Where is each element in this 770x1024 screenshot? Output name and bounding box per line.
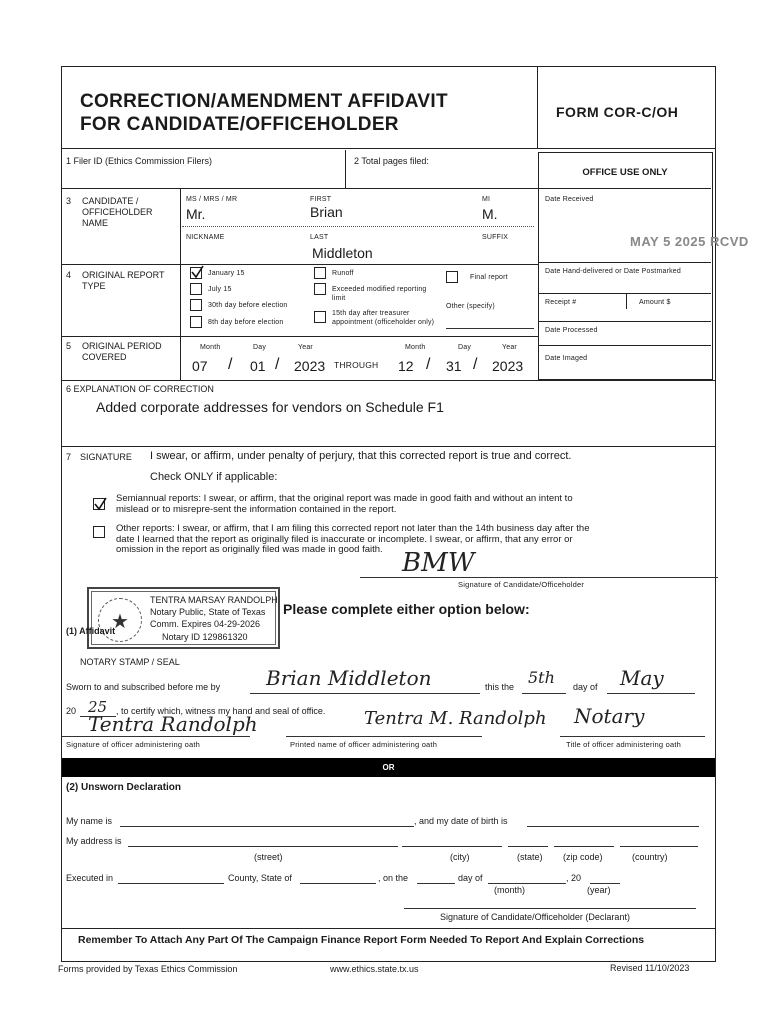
month-line[interactable] xyxy=(607,693,695,694)
to-day-value: 31 xyxy=(446,358,462,374)
first-label: FIRST xyxy=(310,196,332,203)
semiannual-checkbox[interactable] xyxy=(93,498,105,510)
day-of-label: day of xyxy=(573,682,598,692)
hand-delivered-label: Date Hand-delivered or Date Postmarked xyxy=(545,268,681,275)
stamp-name: TENTRA MARSAY RANDOLPH xyxy=(150,595,278,605)
date-processed-label: Date Processed xyxy=(545,327,598,334)
s6-label: 6 EXPLANATION OF CORRECTION xyxy=(66,384,214,394)
declarant-signature-line[interactable] xyxy=(404,908,696,909)
candidate-signature: BMW xyxy=(402,548,475,578)
s3-label-1: CANDIDATE / xyxy=(82,196,139,206)
day30-label: 30th day before election xyxy=(208,302,288,309)
other-reports-text-2: date I learned that the report as originally filed is inaccurate or incomplete. I swear, or affirm, that any error or xyxy=(116,533,573,545)
slash-4: / xyxy=(473,356,478,373)
explanation-value: Added corporate addresses for vendors on Schedule F1 xyxy=(96,399,444,415)
final-report-checkbox[interactable] xyxy=(446,271,458,283)
form-id: FORM COR-C/OH xyxy=(556,104,679,120)
exceeded-label-1: Exceeded modified reporting xyxy=(332,286,427,293)
divider-header xyxy=(62,148,715,149)
through-label: THROUGH xyxy=(334,360,379,370)
total-pages-label: 2 Total pages filed: xyxy=(354,156,429,166)
county-label: County, State of xyxy=(228,873,292,883)
unsworn-label: (2) Unsworn Declaration xyxy=(66,782,182,793)
month-field[interactable] xyxy=(488,883,566,884)
s7-label: SIGNATURE xyxy=(80,452,132,462)
year20-label: , 20 xyxy=(566,873,582,883)
state-label: (state) xyxy=(517,852,543,862)
dob-label: , and my date of birth is xyxy=(414,816,508,826)
s4-label-2: TYPE xyxy=(82,281,106,291)
zip-field[interactable] xyxy=(554,846,614,847)
check-mark-icon xyxy=(93,497,107,511)
filer-id-label: 1 Filer ID (Ethics Commission Filers) xyxy=(66,156,213,166)
check-mark-icon xyxy=(190,265,204,279)
certify-text: , to certify which, witness my hand and seal of office. xyxy=(116,706,326,716)
my-name-field[interactable] xyxy=(120,826,414,827)
divider-s2-s3 xyxy=(62,188,538,189)
state-of-field[interactable] xyxy=(300,883,376,884)
s3-label-divider xyxy=(180,188,181,264)
from-month-value: 07 xyxy=(192,358,208,374)
s5-number: 5 xyxy=(66,341,72,351)
day15-label-2: appointment (officeholder only) xyxy=(332,319,435,326)
stamp-public: Notary Public, State of Texas xyxy=(150,607,266,617)
star-icon: ★ xyxy=(111,611,129,633)
title-line[interactable] xyxy=(560,736,705,737)
divider-s3-s4 xyxy=(62,264,538,265)
affidavit-label: (1) Affidavit xyxy=(66,626,116,636)
july-label: July 15 xyxy=(208,286,232,293)
divider-reminder xyxy=(62,928,715,929)
from-year-value: 2023 xyxy=(294,358,326,374)
sworn-text: Sworn to and subscribed before me by xyxy=(66,682,221,692)
s3-label xyxy=(82,196,153,229)
other-reports-text xyxy=(116,524,589,556)
s4-number: 4 xyxy=(66,270,72,280)
this-the-label: this the xyxy=(485,682,515,692)
year-field[interactable] xyxy=(590,883,620,884)
exceeded-label-2: limit xyxy=(332,295,346,302)
year-value: 25 xyxy=(88,698,108,716)
day-of-label-unsworn: day of xyxy=(458,873,483,883)
date-imaged-label: Date Imaged xyxy=(545,355,588,362)
other-reports-text-3: omission in the report as originally filed was made in good faith. xyxy=(116,544,383,555)
year-prefix: 20 xyxy=(66,706,77,716)
to-year-label: Year xyxy=(502,344,517,351)
s7-number: 7 xyxy=(66,452,72,462)
street-label: (street) xyxy=(254,852,283,862)
from-month-label: Month xyxy=(200,344,221,351)
stamp-id: Notary ID 129861320 xyxy=(162,632,248,642)
my-name-label: My name is xyxy=(66,816,113,826)
middle-initial-value: M. xyxy=(482,206,498,222)
city-field[interactable] xyxy=(402,846,502,847)
day15-label xyxy=(332,309,434,327)
last-label: LAST xyxy=(310,234,329,241)
s3-label-3: NAME xyxy=(82,218,109,228)
notary-stamp xyxy=(87,587,280,649)
notary-stamp-inner xyxy=(91,591,276,645)
s3-label-2: OFFICEHOLDER xyxy=(82,207,153,217)
from-year-label: Year xyxy=(298,344,313,351)
title-signature: Notary xyxy=(574,704,645,728)
footer-right: Revised 11/10/2023 xyxy=(610,963,690,973)
year-label: (year) xyxy=(587,885,611,895)
s4-label xyxy=(82,270,165,292)
amount-label: Amount $ xyxy=(639,299,671,306)
day-signature: 5th xyxy=(528,668,555,687)
date-received-label: Date Received xyxy=(545,196,594,203)
footer-center[interactable]: www.ethics.state.tx.us xyxy=(330,964,419,974)
or-divider-bar: OR xyxy=(62,758,715,777)
mi-label: MI xyxy=(482,196,491,203)
state-field[interactable] xyxy=(508,846,548,847)
my-address-label: My address is xyxy=(66,836,122,846)
final-report-label: Final report xyxy=(470,274,508,281)
divider-s5-s6 xyxy=(62,380,715,381)
title-officer-label: Title of officer administering oath xyxy=(566,740,681,749)
first-name-value: Brian xyxy=(310,204,343,220)
july-checkbox[interactable] xyxy=(190,283,202,295)
month-label: (month) xyxy=(494,885,526,895)
exceeded-checkbox[interactable] xyxy=(314,283,326,295)
january-checkbox[interactable] xyxy=(190,267,202,279)
nickname-label: NICKNAME xyxy=(186,234,225,241)
office-use-box xyxy=(538,152,713,380)
from-day-label: Day xyxy=(253,344,267,351)
divider-s1-s2 xyxy=(345,150,346,188)
other-reports-text-1: Other reports: I swear, or affirm, that I am filing this corrected report not later than the 14th business day after the xyxy=(116,523,590,534)
printed-name-signature: Tentra M. Randolph xyxy=(364,708,547,729)
ms-value: Mr. xyxy=(186,206,206,222)
sworn-name-line[interactable] xyxy=(250,693,480,694)
exceeded-label xyxy=(332,285,427,303)
please-complete-text: Please complete either option below: xyxy=(283,601,530,617)
reminder-text: Remember To Attach Any Part Of The Campaign Finance Report Form Needed To Report And Explain Corrections xyxy=(78,934,645,946)
s5-label-divider xyxy=(180,336,181,380)
s4-label-1: ORIGINAL REPORT xyxy=(82,270,165,280)
day8-label: 8th day before election xyxy=(208,319,284,326)
from-day-value: 01 xyxy=(250,358,266,374)
on-the-day-field[interactable] xyxy=(417,883,455,884)
slash-1: / xyxy=(228,356,233,373)
divider-header-vertical xyxy=(537,66,538,148)
slash-3: / xyxy=(426,356,431,373)
form-title xyxy=(80,90,448,136)
office-divider-2 xyxy=(539,262,711,263)
officer-signature-label: Signature of officer administering oath xyxy=(66,740,200,749)
other-specify-label: Other (specify) xyxy=(446,303,495,310)
semiannual-text-2: mislead or to misrepre-sent the information contained in the report. xyxy=(116,503,397,515)
office-use-title: OFFICE USE ONLY xyxy=(582,167,668,178)
executed-label: Executed in xyxy=(66,873,114,883)
declarant-signature-label: Signature of Candidate/Officeholder (Declarant) xyxy=(440,912,630,922)
footer-left: Forms provided by Texas Ethics Commission xyxy=(58,964,238,974)
country-field[interactable] xyxy=(620,846,698,847)
office-divider-1 xyxy=(539,188,711,189)
on-the-label: , on the xyxy=(378,873,409,883)
check-only-text: Check ONLY if applicable: xyxy=(150,471,278,483)
suffix-label: SUFFIX xyxy=(482,234,509,241)
oath-text: I swear, or affirm, under penalty of perjury, that this corrected report is true and correct. xyxy=(150,450,572,462)
last-name-value: Middleton xyxy=(312,245,373,261)
to-day-label: Day xyxy=(458,344,472,351)
january-label: January 15 xyxy=(208,270,245,277)
month-signature: May xyxy=(620,666,664,690)
s3-number: 3 xyxy=(66,196,72,206)
semiannual-text-1: Semiannual reports: I swear, or affirm, that the original report was made in good faith and without an intent to xyxy=(116,493,573,504)
sworn-signature: Brian Middleton xyxy=(266,666,432,690)
s5-label xyxy=(82,341,162,363)
street-field[interactable] xyxy=(128,846,398,847)
office-divider-5 xyxy=(539,345,711,346)
semiannual-text xyxy=(116,494,573,515)
to-month-value: 12 xyxy=(398,358,414,374)
printed-name-line[interactable] xyxy=(286,736,482,737)
receipt-label: Receipt # xyxy=(545,299,577,306)
day30-checkbox[interactable] xyxy=(190,299,202,311)
to-year-value: 2023 xyxy=(492,358,524,374)
zip-label: (zip code) xyxy=(563,852,603,862)
title-line-2: FOR CANDIDATE/OFFICEHOLDER xyxy=(80,114,399,135)
dob-field[interactable] xyxy=(527,826,699,827)
office-divider-3 xyxy=(539,293,711,294)
day-line[interactable] xyxy=(522,693,566,694)
other-specify-field[interactable] xyxy=(446,328,534,329)
s5-label-2: COVERED xyxy=(82,352,127,362)
title-line-1: CORRECTION/AMENDMENT AFFIDAVIT xyxy=(80,91,448,112)
day15-checkbox[interactable] xyxy=(314,311,326,323)
office-divider-4 xyxy=(539,321,711,322)
received-stamp: MAY 5 2025 RCVD xyxy=(630,234,749,249)
country-label: (country) xyxy=(632,852,668,862)
other-reports-checkbox[interactable] xyxy=(93,526,105,538)
ms-label: MS / MRS / MR xyxy=(186,196,238,203)
candidate-signature-label: Signature of Candidate/Officeholder xyxy=(458,580,585,589)
to-month-label: Month xyxy=(405,344,426,351)
city-label: (city) xyxy=(450,852,470,862)
notary-stamp-label: NOTARY STAMP / SEAL xyxy=(80,657,180,667)
officer-signature-line[interactable] xyxy=(62,736,250,737)
divider-s6-s7 xyxy=(62,446,715,447)
s4-label-divider xyxy=(180,264,181,336)
office-divider-receipt xyxy=(626,293,627,309)
county-field[interactable] xyxy=(118,883,224,884)
candidate-signature-line[interactable] xyxy=(360,577,718,578)
runoff-label: Runoff xyxy=(332,270,354,277)
runoff-checkbox[interactable] xyxy=(314,267,326,279)
s3-dotted-divider xyxy=(182,226,534,227)
officer-signature: Tentra Randolph xyxy=(88,712,258,736)
slash-2: / xyxy=(275,356,280,373)
day8-checkbox[interactable] xyxy=(190,316,202,328)
divider-s4-s5 xyxy=(62,336,538,337)
s5-label-1: ORIGINAL PERIOD xyxy=(82,341,162,351)
day15-label-1: 15th day after treasurer xyxy=(332,310,410,317)
printed-name-label: Printed name of officer administering oath xyxy=(290,740,438,749)
stamp-expires: Comm. Expires 04-29-2026 xyxy=(150,619,261,629)
